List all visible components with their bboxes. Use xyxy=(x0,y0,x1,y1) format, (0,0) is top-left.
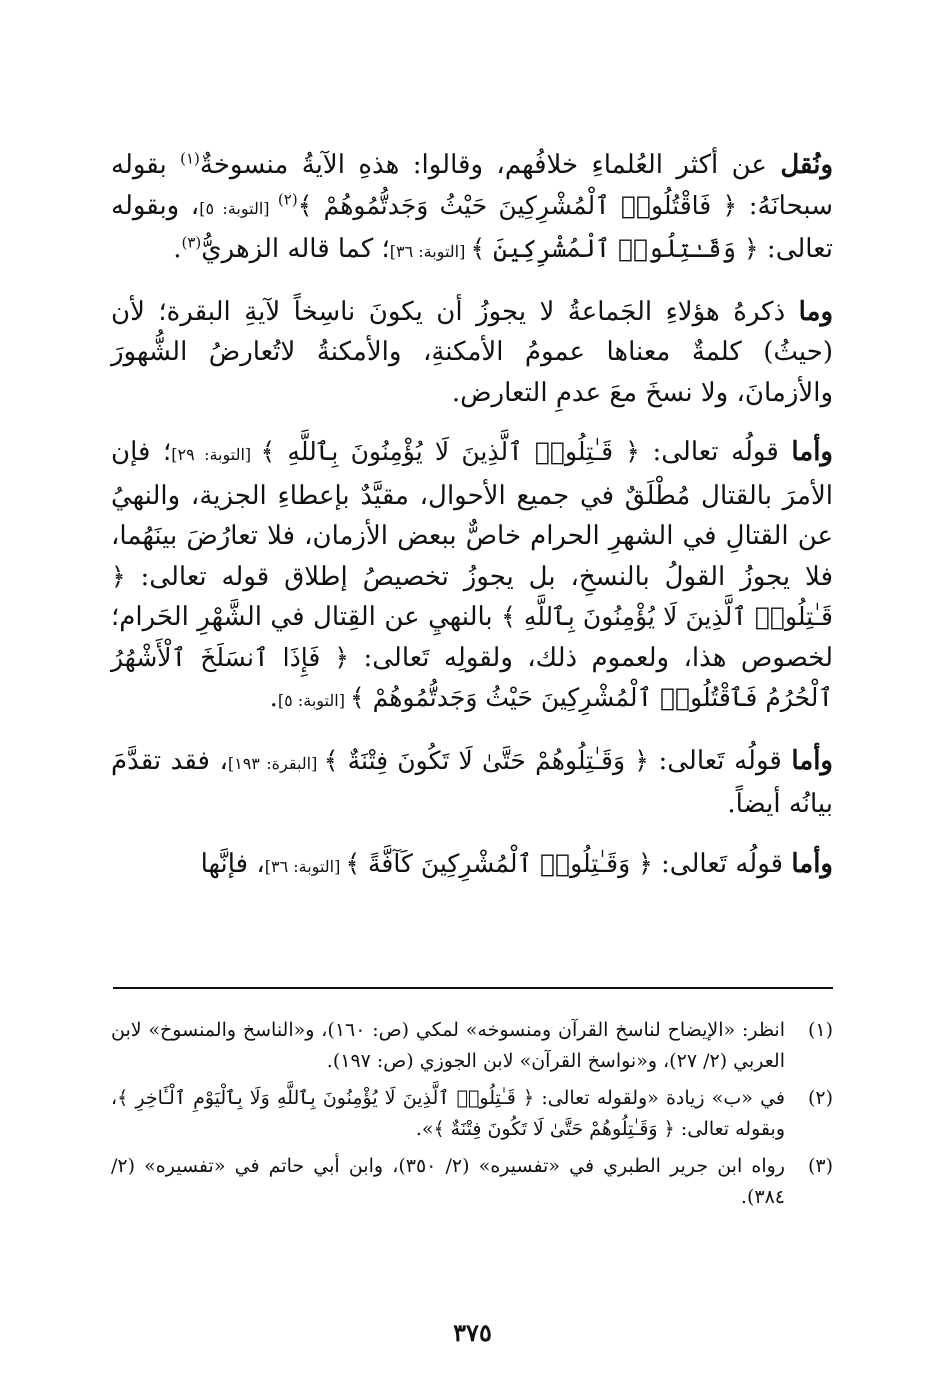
text-run: ؛ فإن الأمرَ بالقتال مُطْلَقٌ في جميع الأحوال، مقيَّدٌ بإعطاءِ الجزية، والنهيُ عن القتالِ في الشهرِ الحرام خاصٌّ ببعض الأزمان، فلا تعارُضَ بينَهُما، فلا يجوزُ القولُ بالنسخِ، بل يجوزُ تخصيصُ إطلاق قوله تعالى: xyxy=(111,437,833,592)
text-run: قولُه تَعالى: xyxy=(652,848,792,879)
footnote-separator xyxy=(113,987,833,989)
quran-verse: ﴿ وَقَـٰتِلُوا۟ ٱلْمُشْرِكِينَ كَآفَّةً ﴾ xyxy=(345,848,653,878)
verse-reference: [البقرة: ١٩٣] xyxy=(227,753,324,773)
footnote-item xyxy=(111,1015,833,1077)
quran-verse: ﴿ وَقَـٰتِلُوا۟ ٱلْمُشْرِكِينَ ﴾ xyxy=(470,234,759,263)
paragraph-lead: وأما xyxy=(791,745,833,776)
verse-reference: [التوبة: ٢٩] xyxy=(171,445,261,464)
paragraph-3 xyxy=(111,432,833,722)
paragraph-2 xyxy=(111,292,833,414)
text-run: ، فإنَّها xyxy=(200,848,265,879)
verse-reference: [التوبة: ٥] xyxy=(277,691,351,710)
text-run: بالنهيِ عن القِتال في الشَّهْرِ الحَرام؛ لخصوص هذا، ولعموم ذلك، ولقولِه تَعالى: xyxy=(111,602,833,673)
text-run: ، وبقوله تعالى: xyxy=(111,190,833,264)
paragraph-lead: ونُقل xyxy=(780,150,833,180)
footnote-number: (٢) xyxy=(807,1087,833,1109)
text-run: ؛ كما قاله الزهريُّ xyxy=(201,234,390,264)
text-run: قولُه تعالى: xyxy=(639,437,792,467)
text-run: بقوله سبحانَهُ: xyxy=(111,150,833,221)
paragraph-lead: وأما xyxy=(791,848,833,879)
page-number: ٣٧٥ xyxy=(453,1318,492,1347)
quran-verse: ﴿ فَاقْتُلُوا۟ ٱلْمُشْرِكِينَ حَيْثُ وَجَدتُّمُوهُمْ ﴾ xyxy=(297,190,738,220)
quran-verse: ﴿ قَـٰتِلُوا۟ ٱلَّذِينَ لَا يُؤْمِنُونَ بِٱللَّهِ ﴾ xyxy=(260,437,640,466)
verse-reference: [التوبة: ٥] xyxy=(199,198,278,218)
footnote-item xyxy=(111,1151,833,1213)
paragraph-lead: وما xyxy=(798,296,833,327)
text-run: . xyxy=(269,683,278,713)
quran-verse: ﴿ وَقَـٰتِلُوهُمْ حَتَّىٰ لَا تَكُونَ فِتْنَةٌ ﴾ xyxy=(323,745,649,775)
footnote-text: في «ب» زيادة «ولقوله تعالى: ﴿ قَـٰتِلُوا۟ ٱلَّذِينَ لَا يُؤْمِنُونَ بِٱللَّهِ وَلَا بِٱلْيَوْمِ ٱلْـَٔاخِرِ ﴾، وبقوله تعالى: ﴿ وَقَـٰتِلُوهُمْ حَتَّىٰ لَا تَكُونَ فِتْنَةٌ ﴾». xyxy=(111,1087,785,1140)
verse-reference: [التوبة: ٣٦] xyxy=(389,242,471,261)
footnote-marker-2: (٢) xyxy=(277,189,298,208)
footnotes xyxy=(111,1015,833,1219)
text-run: قولُه تَعالى: xyxy=(648,745,792,776)
paragraph-5 xyxy=(111,844,833,888)
footnote-number: (١) xyxy=(807,1019,833,1041)
text-run: . xyxy=(173,234,182,264)
footnote-marker-3: (٣) xyxy=(181,233,202,252)
quran-verse: ﴿ فَإِذَا ٱنسَلَخَ ٱلْأَشْهُرُ ٱلْحُرُمُ فَٱقْتُلُوا۟ ٱلْمُشْرِكِينَ حَيْثُ وَجَدتُّمُوهُمْ ﴾ xyxy=(111,642,833,712)
paragraph-4 xyxy=(111,741,833,825)
text-run: ، فقد تقدَّمَ بيانُه أيضاً. xyxy=(111,745,833,819)
paragraph-1 xyxy=(111,145,833,273)
footnote-marker-1: (١) xyxy=(180,149,200,168)
paragraph-lead: وأما xyxy=(791,437,833,467)
quran-verse: ﴿ قَـٰتِلُوا۟ ٱلَّذِينَ لَا يُؤْمِنُونَ بِٱللَّهِ ﴾ xyxy=(111,561,833,631)
footnote-text: رواه ابن جرير الطبري في «تفسيره» (٢/ ٣٥٠)، وابن أبي حاتم في «تفسيره» (٢/ ٣٨٤). xyxy=(111,1155,785,1208)
text-run: عن أكثر العُلماءِ خلافُهم، وقالوا: هذهِ الآيةُ منسوخةٌ xyxy=(199,150,781,180)
verse-reference: [التوبة: ٣٦] xyxy=(264,856,346,876)
footnote-item xyxy=(111,1083,833,1145)
text-run: ذكرهُ هؤلاءِ الجَماعةُ لا يجوزُ أن يكونَ ناسِخاً لآيةِ البقرة؛ لأن (حيثُ) كلمةٌ معناها عمومُ الأمكنةِ، والأمكنةُ لاتُعارضُ الشُّهورَ والأزمانَ، ولا نسخَ معَ عدمِ التعارض. xyxy=(111,296,833,408)
main-text xyxy=(111,145,833,906)
footnote-number: (٣) xyxy=(807,1155,833,1177)
footnote-text: انظر: «الإيضاح لناسخ القرآن ومنسوخه» لمكي (ص: ١٦٠)، و«الناسخ والمنسوخ» لابن العربي (٢/ ٢٧)، و«نواسخ القرآن» لابن الجوزي (ص: ١٩٧). xyxy=(111,1019,785,1072)
